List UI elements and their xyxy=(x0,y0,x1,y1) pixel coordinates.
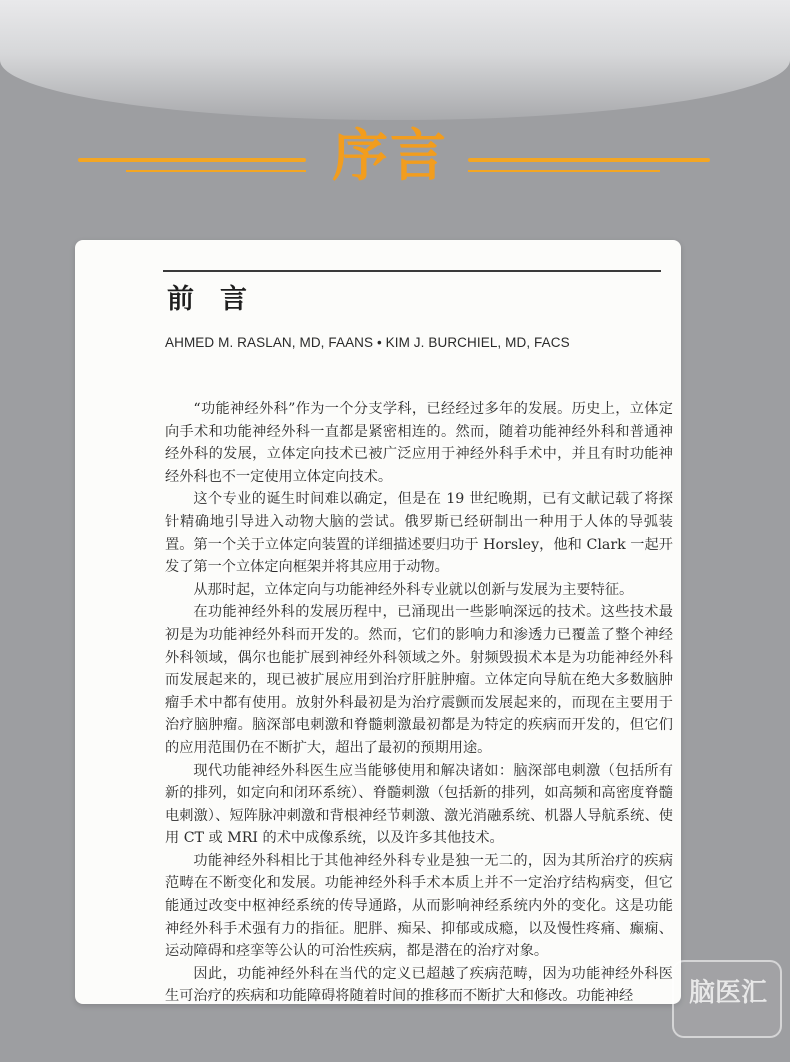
paragraph: 现代功能神经外科医生应当能够使用和解决诸如：脑深部电刺激（包括所有新的排列，如定向和闭环系统）、脊髓刺激（包括新的排列，如高频和高密度脊髓电刺激）、短阵脉冲刺激和背根神经节刺激、激光消融系统、机器人导航系统、使用 CT 或 MRI 的术中成像系统，以及许多其他技术。 xyxy=(165,762,673,847)
book-page xyxy=(75,240,681,1004)
paragraph: 功能神经外科相比于其他神经外科专业是独一无二的，因为其所治疗的疾病范畴在不断变化和发展。功能神经外科手术本质上并不一定治疗结构病变，但它能通过改变中枢神经系统的传导通路，从而影响神经系统内外的变化。这是功能神经外科手术强有力的指征。肥胖、痴呆、抑郁或成瘾，以及慢性疼痛、癫痫、运动障碍和痉挛等公认的可治性疾病，都是潜在的治疗对象。 xyxy=(165,852,673,960)
section-heading xyxy=(0,118,790,198)
heading-line-thick-left xyxy=(78,158,306,162)
chapter-title: 前言 xyxy=(167,284,273,315)
heading-line-thin-left xyxy=(126,170,306,172)
top-rule xyxy=(163,270,661,272)
paragraph: 这个专业的诞生时间难以确定，但是在 19 世纪晚期，已有文献记载了将探针精确地引导进入动物大脑的尝试。俄罗斯已经研制出一种用于人体的导弧装置。第一个关于立体定向装置的详细描述要归功于 Horsley，他和 Clark 一起开发了第一个立体定向框架并将其应用于动物。 xyxy=(165,491,673,576)
paragraph: 因此，功能神经外科在当代的定义已超越了疾病范畴，因为功能神经外科医生可治疗的疾病和功能障碍将随着时间的推移而不断扩大和修改。功能神经 xyxy=(165,965,673,1004)
paragraph: 从那时起，立体定向与功能神经外科专业就以创新与发展为主要特征。 xyxy=(193,581,634,598)
heading-line-thick-right xyxy=(468,158,710,162)
author-line: AHMED M. RASLAN, MD, FAANS • KIM J. BURCHIEL, MD, FACS xyxy=(165,335,570,350)
paragraph: “功能神经外科”作为一个分支学科，已经经过多年的发展。历史上，立体定向手术和功能神经外科一直都是紧密相连的。然而，随着功能神经外科和普通神经外科的发展，立体定向技术已被广泛应用于神经外科手术中，并且有时功能神经外科也不一定使用立体定向技术。 xyxy=(165,401,673,485)
paragraph: 在功能神经外科的发展历程中，已涌现出一些影响深远的技术。这些技术最初是为功能神经外科而开发的。然而，它们的影响力和渗透力已覆盖了整个神经外科领域，偶尔也能扩展到神经外科领域之外。射频毁损术本是为功能神经外科而发展起来的，现已被扩展应用到治疗肝脏肿瘤。立体定向导航在绝大多数脑肿瘤手术中都有使用。放射外科最初是为治疗震颤而发展起来的，而现在主要用于治疗脑肿瘤。脑深部电刺激和脊髓刺激最初都是为特定的疾病而开发的，但它们的应用范围仍在不断扩大，超出了最初的预期用途。 xyxy=(165,604,673,756)
body-text xyxy=(165,398,673,1004)
watermark-text: 脑医汇 xyxy=(688,978,767,1008)
watermark-logo xyxy=(672,960,782,1038)
section-title: 序言 xyxy=(332,124,448,189)
top-highlight-band xyxy=(0,0,790,120)
heading-line-thin-right xyxy=(468,170,660,172)
